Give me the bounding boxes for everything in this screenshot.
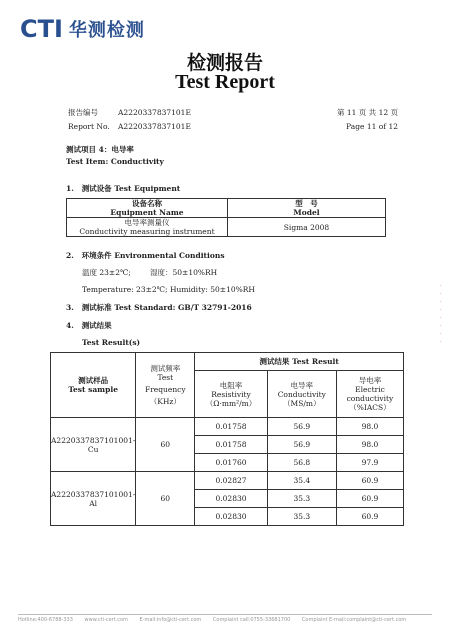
header-sample: 测试样品 Test sample: [51, 353, 136, 418]
env-humidity-cn: 湿度：50±10%RH: [150, 268, 218, 277]
iacs-cell: 60.9: [336, 472, 403, 490]
footer-hotline: Hotline:400-6788-333: [18, 617, 73, 623]
footer-complaint-call: Complaint call:0755-33681700: [212, 617, 291, 623]
header-iacs: 导电率 Electric conductivity （%IACS）: [336, 371, 403, 418]
conductivity-cell: 56.9: [267, 418, 336, 436]
equipment-header-name: 设备名称 Equipment Name: [67, 199, 228, 218]
section-4-heading: 4. 测试结果: [66, 321, 112, 330]
test-item-cn: 测试项目 4：电导率: [66, 145, 134, 154]
footer-email[interactable]: E-mail:info@cti-cert.com: [139, 617, 202, 623]
resistivity-cell: 0.01758: [195, 418, 267, 436]
table-row: [67, 218, 386, 237]
logo-text: CTI: [20, 15, 63, 43]
results-table: [50, 352, 404, 526]
seam-stamp-mark: · · · · · · · ·: [440, 283, 442, 345]
section-2-heading: 2. 环境条件 Environmental Conditions: [66, 251, 225, 260]
table-row: [51, 353, 404, 371]
env-humidity-en: Humidity: 50±10%RH: [170, 285, 255, 294]
header-resistivity: 电阻率 Resistivity （Ω·mm²/m）: [195, 371, 267, 418]
conductivity-cell: 56.9: [267, 436, 336, 454]
resistivity-cell: 0.02827: [195, 472, 267, 490]
title-english: Test Report: [175, 71, 275, 93]
logo-chinese: 华测检测: [68, 20, 145, 41]
header-frequency: 测试频率 Test Frequency （KHz）: [136, 353, 195, 418]
conductivity-cell: 35.3: [267, 508, 336, 526]
iacs-cell: 98.0: [336, 436, 403, 454]
test-item-en: Test Item: Conductivity: [66, 157, 164, 166]
report-no-value-1: A2220337837101E: [118, 108, 191, 117]
conductivity-cell: 56.8: [267, 454, 336, 472]
frequency-cell: 60: [136, 472, 195, 526]
header-test-result: 测试结果 Test Result: [195, 353, 404, 371]
equipment-table: [66, 198, 386, 237]
resistivity-cell: 0.01758: [195, 436, 267, 454]
section-4-subheading: Test Result(s): [82, 338, 141, 347]
iacs-cell: 97.9: [336, 454, 403, 472]
report-no-value-2: A2220337837101E: [118, 122, 191, 131]
equipment-name-cell: 电导率测量仪 Conductivity measuring instrument: [67, 218, 228, 237]
iacs-cell: 98.0: [336, 418, 403, 436]
footer: [18, 614, 432, 623]
table-row: [51, 472, 404, 490]
page-cn: 第 11 页 共 12 页: [336, 108, 398, 117]
sample-cell: A2220337837101001-Al: [51, 472, 136, 526]
table-row: [51, 418, 404, 436]
report-no-label-en: Report No.: [68, 122, 110, 131]
resistivity-cell: 0.01760: [195, 454, 267, 472]
header-conductivity: 电导率 Conductivity （MS/m）: [267, 371, 336, 418]
frequency-cell: 60: [136, 418, 195, 472]
env-temperature-en: Temperature: 23±2℃;: [82, 285, 168, 294]
report-no-label-cn: 报告编号: [68, 108, 98, 117]
section-1-heading: 1. 测试设备 Test Equipment: [66, 184, 181, 193]
equipment-header-model: 型 号 Model: [228, 199, 386, 218]
footer-website[interactable]: www.cti-cert.com: [84, 617, 128, 623]
resistivity-cell: 0.02830: [195, 508, 267, 526]
resistivity-cell: 0.02830: [195, 490, 267, 508]
iacs-cell: 60.9: [336, 490, 403, 508]
company-logo: [20, 14, 145, 44]
conductivity-cell: 35.3: [267, 490, 336, 508]
section-3-heading: 3. 测试标准 Test Standard: GB/T 32791-2016: [66, 303, 252, 312]
footer-complaint-email[interactable]: Complaint E-mail:complaint@cti-cert.com: [301, 617, 407, 623]
title-chinese: 检测报告: [186, 52, 263, 74]
iacs-cell: 60.9: [336, 508, 403, 526]
page-en: Page 11 of 12: [346, 122, 398, 131]
env-temperature-cn: 温度 23±2℃;: [82, 268, 131, 277]
conductivity-cell: 35.4: [267, 472, 336, 490]
sample-cell: A2220337837101001-Cu: [51, 418, 136, 472]
equipment-model-cell: Sigma 2008: [228, 218, 386, 237]
table-row: [67, 199, 386, 218]
